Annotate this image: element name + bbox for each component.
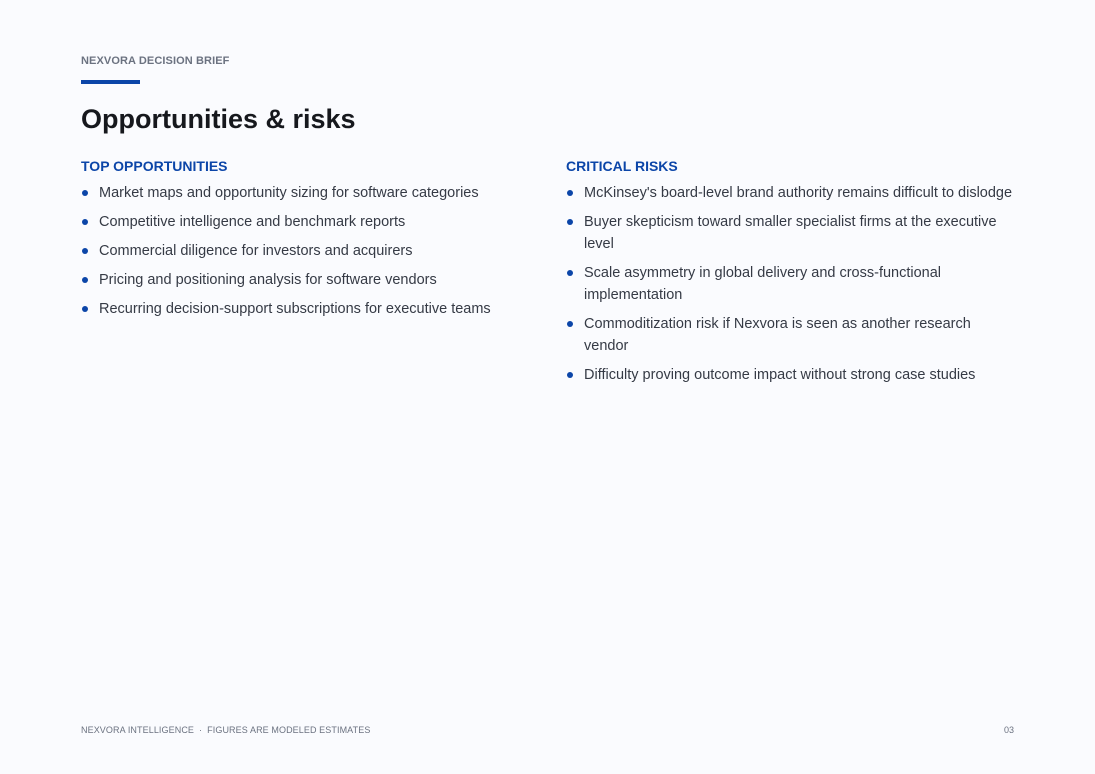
opportunities-column — [81, 158, 521, 327]
brief-eyebrow: NEXVORA DECISION BRIEF — [81, 55, 230, 67]
page-title: Opportunities & risks — [81, 104, 356, 134]
risks-list — [566, 182, 1016, 386]
bullet-dot-icon — [567, 219, 573, 225]
opportunities-heading: TOP OPPORTUNITIES — [81, 158, 228, 174]
bullet-dot-icon — [82, 306, 88, 312]
risk-item — [566, 364, 1016, 386]
opportunity-text: Recurring decision-support subscriptions for executive teams — [99, 301, 491, 317]
risks-column — [566, 158, 1016, 393]
risks-heading: CRITICAL RISKS — [566, 158, 678, 174]
risk-text: Scale asymmetry in global delivery and cross-functional implementation — [584, 265, 942, 303]
bullet-dot-icon — [82, 277, 88, 283]
risk-item — [566, 313, 1016, 357]
bullet-dot-icon — [82, 190, 88, 196]
opportunity-text: Pricing and positioning analysis for software vendors — [99, 272, 437, 288]
footer-info — [81, 725, 370, 735]
bullet-dot-icon — [82, 219, 88, 225]
opportunity-text: Market maps and opportunity sizing for software categories — [99, 185, 479, 201]
bullet-dot-icon — [567, 270, 573, 276]
opportunity-text: Competitive intelligence and benchmark reports — [99, 214, 406, 230]
opportunity-text: Commercial diligence for investors and acquirers — [99, 243, 413, 259]
risk-text: Buyer skepticism toward smaller specialist firms at the executive level — [584, 214, 997, 252]
opportunities-list — [81, 182, 521, 320]
opportunity-item — [81, 298, 521, 320]
risk-text: Difficulty proving outcome impact without strong case studies — [584, 367, 976, 383]
risk-item — [566, 211, 1016, 255]
bullet-dot-icon — [567, 372, 573, 378]
footer-separator: · — [199, 725, 203, 735]
bullet-dot-icon — [567, 190, 573, 196]
opportunity-item — [81, 182, 521, 204]
opportunity-item — [81, 211, 521, 233]
risk-text: McKinsey's board-level brand authority remains difficult to dislodge — [584, 185, 1013, 201]
accent-rule — [81, 80, 140, 84]
bullet-dot-icon — [567, 321, 573, 327]
footer-note: FIGURES ARE MODELED ESTIMATES — [207, 725, 371, 735]
page-number: 03 — [1003, 725, 1014, 735]
opportunity-item — [81, 269, 521, 291]
risk-item — [566, 182, 1016, 204]
risk-item — [566, 262, 1016, 306]
footer-org: NEXVORA INTELLIGENCE — [81, 725, 195, 735]
opportunity-item — [81, 240, 521, 262]
bullet-dot-icon — [82, 248, 88, 254]
risk-text: Commoditization risk if Nexvora is seen as another research vendor — [584, 316, 971, 354]
